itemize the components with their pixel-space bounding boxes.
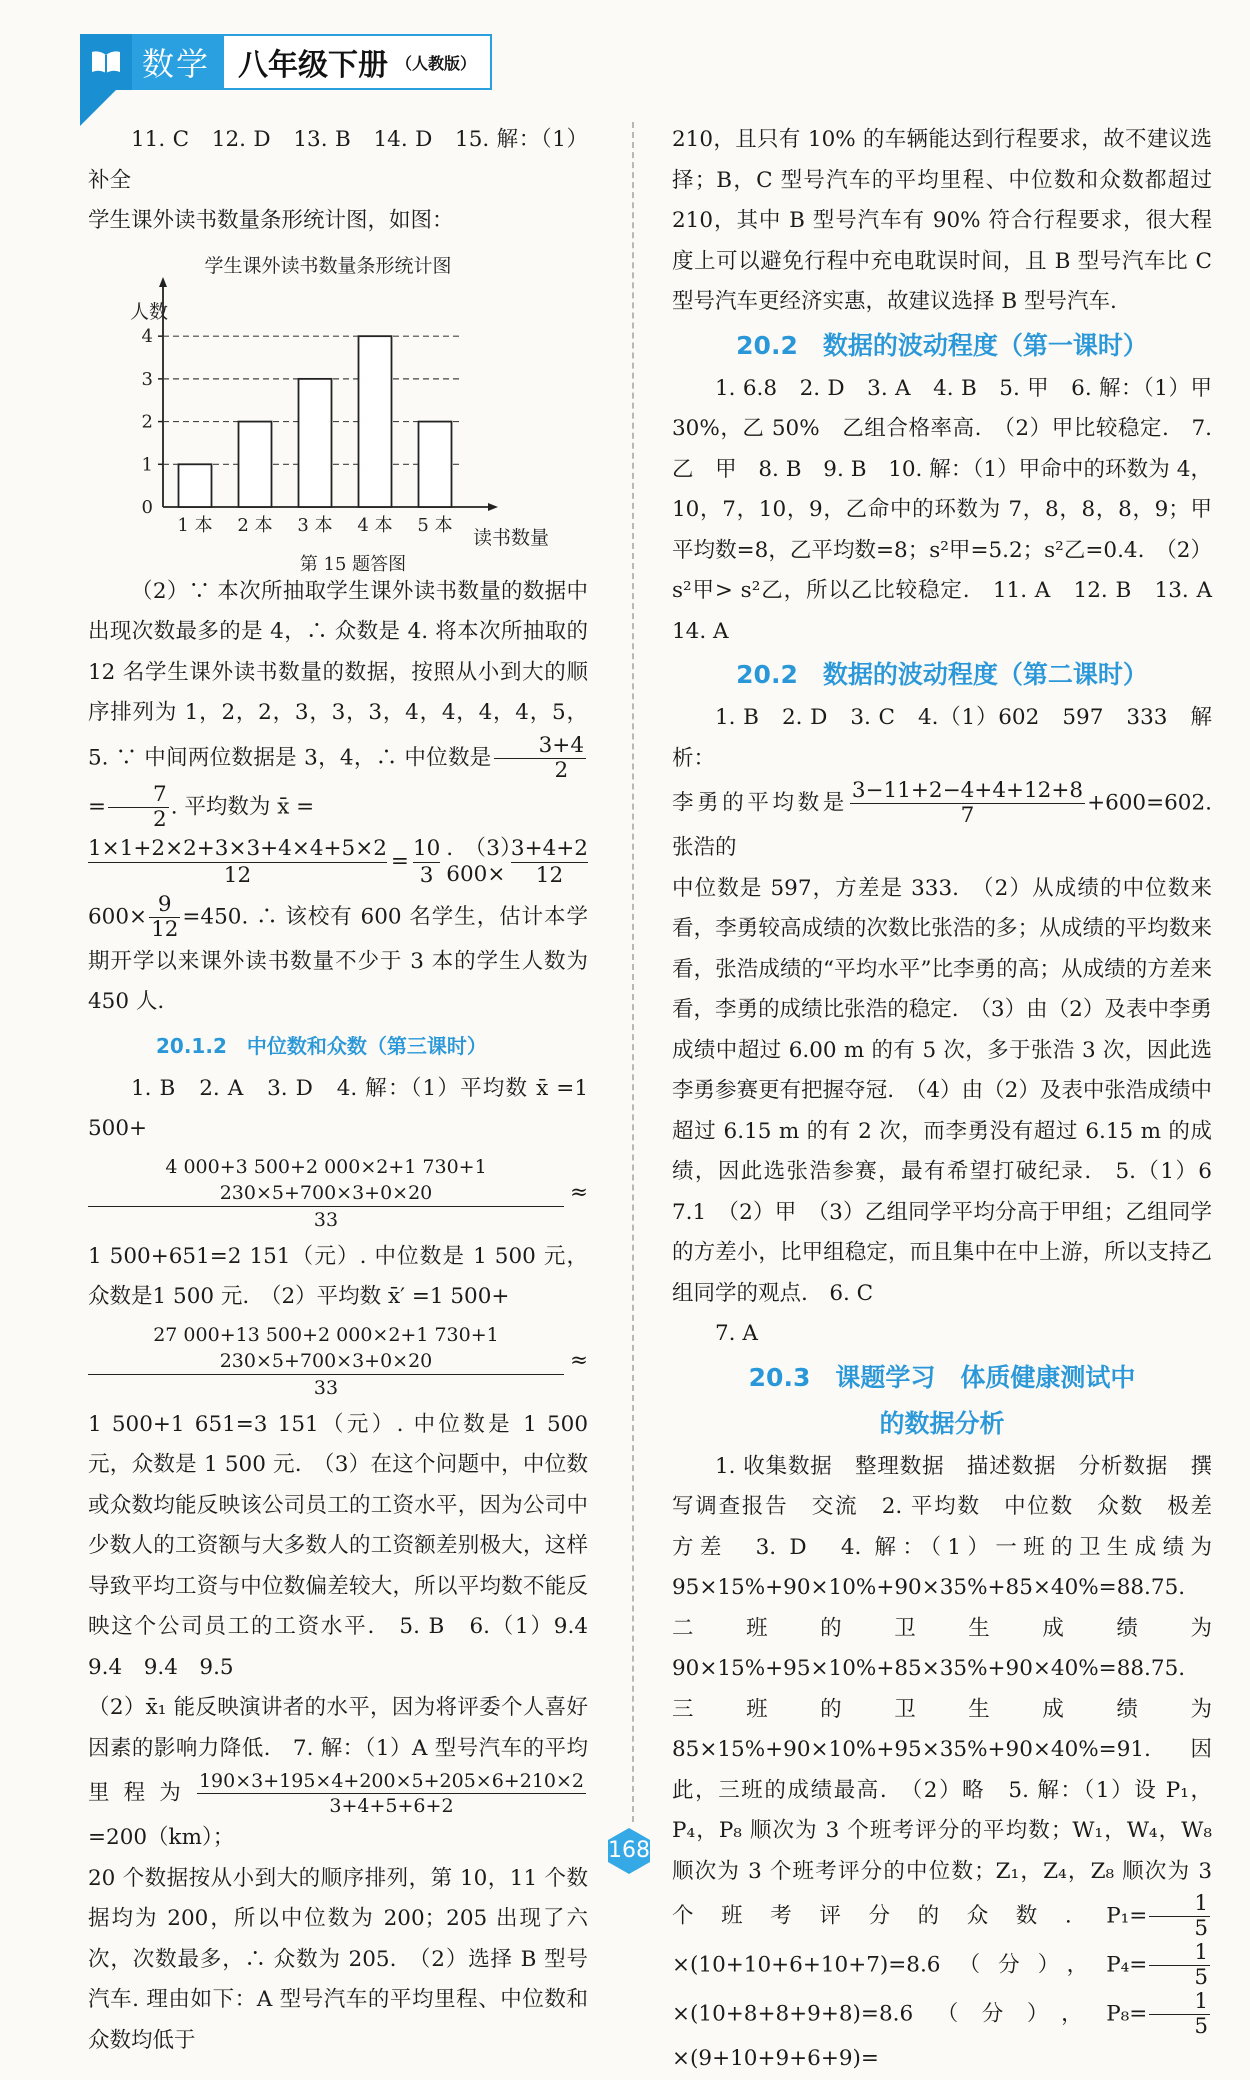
section-heading: 20.2 数据的波动程度（第二课时） (736, 660, 1148, 689)
fraction (511, 836, 588, 889)
page-number: 168 (608, 1838, 650, 1863)
subject-label: 数学 (132, 34, 224, 90)
fraction-numerator: 3+4 (494, 734, 586, 759)
fraction-numerator: 190×3+195×4+200×5+205×6+210×2 (198, 1770, 584, 1792)
fraction (88, 1322, 564, 1401)
fraction (88, 836, 387, 889)
text-run: =450. ∴ 该校有 600 名学生，估计本学期开学以来课外读书数量不少于 3 本的学生人数为 450 人. (88, 904, 588, 1014)
figure-caption: 第 15 题答图 (299, 553, 407, 572)
solution-paragraph (88, 1688, 588, 1859)
solution-paragraph: 7. A (715, 1321, 758, 1346)
fraction (1149, 1990, 1210, 2039)
formula-line (88, 1154, 588, 1233)
bar (239, 421, 272, 506)
bar-chart-svg (88, 242, 588, 572)
text-run: ×(10+8+8+9+8)=8.6（分），P₈= (672, 2001, 1148, 2027)
solution-paragraph (672, 1447, 1234, 2080)
text-run: （2）∵ 本次所抽取学生课外读书数量的数据中出现次数最多的是 4，∴ 众数是 4. 将本次所抽取的 12 名学生课外读书数量的数据，按照从小到大的顺序排列为 1，2，2，3，3，3，4，4，4，4，5，5. ∵ 中间两位数据是 3，4，∴ 中位数是 (88, 578, 588, 770)
bar (179, 464, 212, 507)
answer-line: 11. C 12. D 13. B 14. D 15. 解：（1）补全 (88, 127, 588, 193)
bar (419, 421, 452, 506)
left-column (88, 120, 610, 2061)
fraction-denominator: 3+4+5+6+2 (329, 1795, 454, 1817)
fraction-denominator: 33 (313, 1376, 339, 1399)
book-icon (80, 34, 132, 90)
fraction-denominator: 2 (153, 806, 167, 832)
right-column (672, 120, 1234, 2080)
fraction-numerator: 3+4+2 (510, 835, 588, 861)
bar-chart (88, 242, 588, 572)
page-number-badge (604, 1826, 654, 1876)
fraction-numerator: 1 (1149, 1941, 1210, 1966)
solution-paragraph (672, 779, 1212, 869)
text-run: =200（km）； (88, 1825, 235, 1850)
fraction-denominator: 7 (960, 803, 975, 828)
approx-sign: ≈ (569, 1348, 588, 1373)
formula-line (88, 836, 588, 889)
fraction-numerator: 7 (108, 783, 169, 808)
fraction (1149, 1941, 1210, 1990)
chart-title: 学生课外读书数量条形统计图 (204, 254, 452, 277)
fraction (413, 836, 440, 889)
y-tick-label: 0 (141, 496, 153, 518)
fraction (88, 1154, 564, 1233)
fraction-numerator: 1×1+2×2+3×3+4×4+5×2 (88, 835, 387, 861)
solution-paragraph: 1. B 2. D 3. C 4.（1）602 597 333 解析： (672, 705, 1212, 771)
text-run: 600× (88, 904, 148, 929)
fraction-numerator: 4 000+3 500+2 000×2+1 730+1 230×5+700×3+0×20 (88, 1154, 564, 1207)
fraction (149, 893, 180, 942)
fraction-numerator: 1 (1149, 1892, 1210, 1917)
fraction (1149, 1892, 1210, 1941)
fraction-denominator: 5 (1194, 1965, 1208, 1990)
solution-paragraph: 1 500+1 651=3 151（元）. 中位数是 1 500 元，众数是 1 500 元. （3）在这个问题中，中位数或众数均能反映该公司员工的工资水平，因为公司中少数人的工资额与大多数人的工资额差别极大，这样导致平均工资与中位数偏差较大，所以平均数不能反映这个公司员工的工资水平. 5. B 6.（1）9.4 9.4 9.4 9.5 (88, 1411, 610, 1680)
solution-paragraph: 1. B 2. A 3. D 4. 解：（1）平均数 x̄ =1 500+ (88, 1075, 588, 1141)
fraction (494, 734, 586, 783)
fraction (108, 783, 169, 832)
y-tick-label: 2 (141, 411, 153, 433)
x-tick-label: 4 本 (357, 514, 393, 536)
x-tick-label: 2 本 (237, 514, 273, 536)
bar (359, 336, 392, 507)
section-heading: 20.1.2 中位数和众数（第三课时） (156, 1033, 487, 1058)
answer-line: 学生课外读书数量条形统计图，如图： (88, 208, 454, 233)
fraction-denominator: 12 (223, 862, 252, 888)
text-run: ×(10+10+6+10+7)=8.6（分），P₄= (672, 1952, 1148, 1978)
fraction (850, 779, 1085, 828)
fraction-numerator: 3−11+2−4+4+12+8 (851, 778, 1084, 803)
y-tick-label: 4 (141, 325, 153, 347)
approx-sign: ≈ (569, 1180, 588, 1205)
text-run: = (88, 794, 107, 819)
section-heading: 的数据分析 (879, 1408, 1005, 1438)
fraction-denominator: 5 (1194, 2014, 1208, 2039)
edition-text: （人教版） (396, 53, 477, 73)
fraction-denominator: 12 (151, 916, 179, 942)
y-tick-label: 3 (141, 368, 153, 390)
text-run: （2）x̄₁ 能反映演讲者的水平，因为将评委个人喜好因素的影响力降低. 7. 解：（1）A 型号汽车的平均里程为 (88, 1695, 588, 1806)
text-run: +600=602. 张浩的 (672, 790, 1212, 860)
y-tick-label: 1 (141, 453, 153, 475)
text-run: . 平均数为 x̄ = (170, 794, 315, 819)
fraction-numerator: 1 (1149, 1990, 1210, 2015)
fraction-denominator: 5 (1194, 1916, 1208, 1941)
x-tick-label: 3 本 (297, 514, 333, 536)
solution-paragraph: 20 个数据按从小到大的顺序排列，第 10，11 个数据均为 200，所以中位数为 200；205 出现了六次，次数最多，∴ 众数为 205. （2）选择 B 型号汽车. 理由如下：A 型号汽车的平均里程、中位数和众数均低于 (88, 1865, 588, 2053)
bar (299, 378, 332, 506)
solution-paragraph: 210，且只有 10% 的车辆能达到行程要求，故不建议选择；B，C 型号汽车的平均里程、中位数和众数都超过 210，其中 B 型号汽车有 90% 符合行程要求，很大程度上可以避免行程中充电耽误时间，且 B 型号汽车比 C 型号汽车更经济实惠，故建议选择 B 型号汽车. (672, 127, 1212, 314)
text-run: 李勇的平均数是 (672, 790, 848, 816)
section-heading: 20.2 数据的波动程度（第一课时） (736, 330, 1148, 360)
text-run: 1. 收集数据 整理数据 描述数据 分析数据 撰写调查报告 交流 2. 平均数 中位数 众数 极差 方差 3. D 4. 解：（1）一班的卫生成绩为 95×15%+90×10%+90×35%+85×40%=88.75. 二班的卫生成绩为 90×15%+95×10%+85×35%+90×40%=88.75. 三班的卫生成绩为 85×15%+90×10%+95×35%+90×40%=91. 因此，三班的成绩最高. （2）略 5. 解：（1）设 P₁，P₄，P₈ 顺次为 3 个班考评分的平均数；W₁，W₄，W₈ 顺次为 3 个班考评分的中位数；Z₁，Z₄，Z₈ 顺次为 3 个班考评分的众数. P₁= (672, 1453, 1234, 1929)
fraction-numerator: 10 (412, 835, 441, 861)
solution-paragraph (88, 893, 588, 1023)
fraction-denominator: 33 (313, 1208, 339, 1231)
page-header (80, 34, 492, 90)
column-divider (632, 122, 634, 1822)
grade-text: 八年级下册 (238, 48, 389, 83)
x-tick-label: 5 本 (417, 514, 453, 536)
solution-paragraph: 中位数是 597，方差是 333. （2）从成绩的中位数来看，李勇较高成绩的次数比张浩的多；从成绩的平均数来看，张浩成绩的“平均水平”比李勇的高；从成绩的方差来看，李勇的成绩比张浩的稳定. （3）由（2）及表中李勇成绩中超过 6.00 m 的有 5 次，多于张浩 3 次，因此选李勇参赛更有把握夺冠. （4）由（2）及表中张浩成绩中超过 6.15 m 的有 2 次，而李勇没有超过 6.15 m 的成绩，因此选张浩参赛，最有希望打破纪录. 5.（1）6 7.1 （2）甲 （3）乙组同学平均分高于甲组；乙组同学的方差小，比甲组稳定，而且集中在中上游，所以支持乙组同学的观点. 6. C (672, 875, 1234, 1306)
y-axis-arrow (159, 277, 167, 287)
solution-paragraph: 1. 6.8 2. D 3. A 4. B 5. 甲 6. 解：（1）甲 30%，乙 50% 乙组合格率高. （2）甲比较稳定. 7. 乙 甲 8. B 9. B 10. 解：（1）甲命中的环数为 4，10，7，10，9，乙命中的环数为 7，8，8，8，9；甲平均数=8，乙平均数=8；s²甲=5.2；s²乙=0.4. （2）s²甲> s²乙，所以乙比较稳定. 11. A 12. B 13. A 14. A (672, 375, 1234, 644)
fraction-denominator: 2 (554, 757, 569, 783)
fraction-denominator: 12 (535, 862, 564, 888)
text-run: ×(9+10+9+6+9)= (672, 2046, 879, 2071)
text-run: . （3）600× (446, 836, 511, 887)
x-axis-arrow (488, 503, 498, 511)
solution-paragraph: 1 500+651=2 151（元）. 中位数是 1 500 元，众数是1 500 元. （2）平均数 x̄′ =1 500+ (88, 1243, 588, 1309)
x-axis-label: 读书数量 (473, 526, 550, 549)
text-run: = (390, 849, 409, 874)
y-axis-label: 人数 (130, 300, 169, 323)
section-heading: 20.3 课题学习 体质健康测试中 (748, 1362, 1136, 1392)
fraction-numerator: 27 000+13 500+2 000×2+1 730+1 230×5+700×3+0×20 (88, 1322, 564, 1375)
fraction-denominator: 3 (419, 862, 434, 888)
formula-line (88, 1322, 588, 1401)
grade-label (224, 34, 492, 90)
x-tick-label: 1 本 (177, 514, 213, 536)
fraction (197, 1769, 586, 1818)
fraction-numerator: 9 (149, 893, 180, 918)
solution-paragraph (88, 572, 588, 832)
